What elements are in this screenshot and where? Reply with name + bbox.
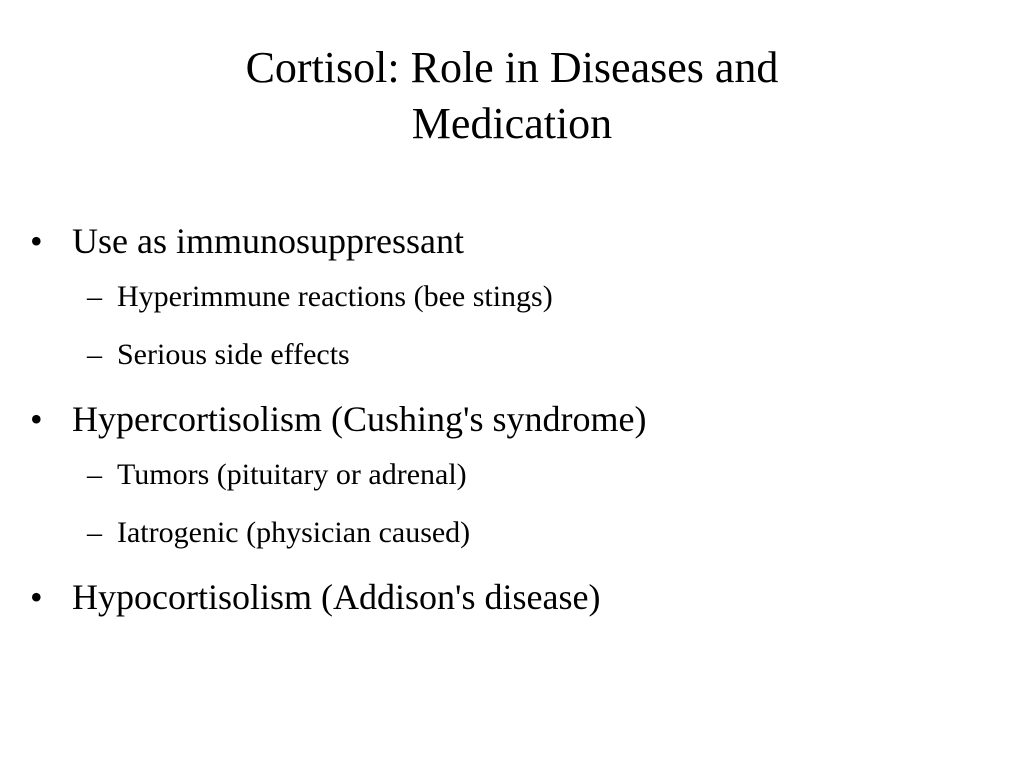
sub-bullet-item (0, 504, 1024, 562)
bullet-line (0, 214, 1024, 268)
sub-bullet-item (0, 446, 1024, 504)
sub-bullet-marker: – (87, 338, 102, 371)
sub-bullet-list (0, 446, 1024, 562)
bullet-list (0, 214, 1024, 624)
slide-title-line-1: Cortisol: Role in Diseases and (245, 43, 779, 92)
bullet-text: Hypocortisolism (Addison's disease) (72, 577, 601, 617)
sub-bullet-text: Iatrogenic (physician caused) (117, 516, 471, 549)
bullet-text: Use as immunosuppressant (72, 221, 464, 261)
sub-bullet-text: Hyperimmune reactions (bee stings) (117, 280, 553, 313)
sub-bullet-marker: – (87, 280, 102, 313)
slide-title (112, 40, 912, 152)
sub-bullet-item (0, 326, 1024, 384)
bullet-marker: • (30, 577, 43, 617)
bullet-text: Hypercortisolism (Cushing's syndrome) (72, 399, 647, 439)
sub-bullet-marker: – (87, 458, 102, 491)
bullet-line (0, 392, 1024, 446)
sub-bullet-item (0, 268, 1024, 326)
bullet-item (0, 392, 1024, 570)
spacer (0, 384, 1024, 392)
bullet-marker: • (30, 221, 43, 261)
bullet-marker: • (30, 399, 43, 439)
sub-bullet-text: Serious side effects (117, 338, 350, 371)
sub-bullet-marker: – (87, 516, 102, 549)
bullet-item (0, 570, 1024, 624)
spacer (0, 562, 1024, 570)
sub-bullet-text: Tumors (pituitary or adrenal) (117, 458, 467, 491)
sub-bullet-list (0, 268, 1024, 384)
slide-title-line-2: Medication (411, 99, 613, 148)
bullet-item (0, 214, 1024, 392)
bullet-line (0, 570, 1024, 624)
